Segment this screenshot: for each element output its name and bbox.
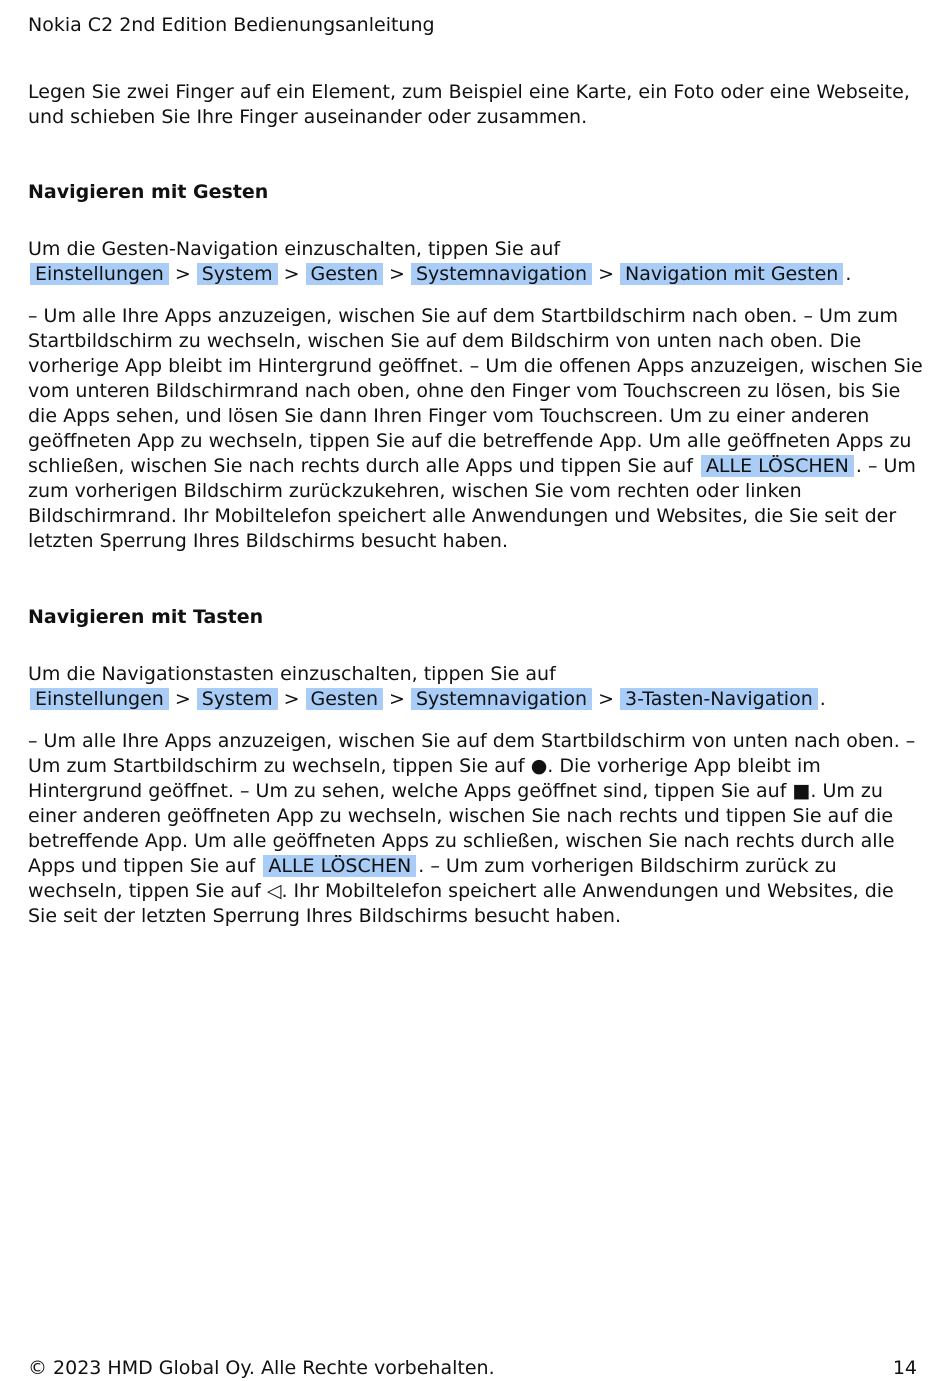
ui-label-gestures: Gesten	[306, 263, 384, 285]
ui-label-system-navigation: Systemnavigation	[411, 263, 592, 285]
gestures-instructions	[28, 304, 923, 554]
buttons-body-text: . – Um zum vorherigen Bildschirm zurück zu wechseln, tippen Sie auf	[28, 855, 837, 902]
buttons-path-intro: Um die Navigationstasten einzuschalten, tippen Sie auf	[28, 663, 556, 685]
buttons-instructions	[28, 729, 923, 929]
ui-label-system: System	[197, 688, 278, 710]
ui-label-gestures: Gesten	[306, 688, 384, 710]
path-separator: >	[174, 263, 191, 285]
path-separator: >	[389, 688, 405, 710]
ui-label-system: System	[197, 263, 278, 285]
document-body	[28, 80, 923, 980]
gestures-heading: Navigieren mit Gesten	[28, 181, 269, 203]
path-separator: >	[174, 688, 191, 710]
intro-paragraph: Legen Sie zwei Finger auf ein Element, zum Beispiel eine Karte, ein Foto oder eine Webseite, und schieben Sie Ihre Finger auseinander oder zusammen.	[28, 81, 910, 128]
path-period: .	[819, 688, 826, 710]
ui-label-gesture-navigation: Navigation mit Gesten	[620, 263, 843, 285]
gestures-settings-path	[28, 237, 923, 287]
copyright-notice: © 2023 HMD Global Oy. Alle Rechte vorbehalten.	[28, 1357, 495, 1379]
path-separator: >	[598, 688, 615, 710]
path-separator: >	[283, 263, 300, 285]
ui-label-system-navigation: Systemnavigation	[411, 688, 592, 710]
page-header-title: Nokia C2 2nd Edition Bedienungsanleitung	[28, 14, 435, 36]
ui-label-clear-all: ALLE LÖSCHEN	[701, 455, 854, 477]
gestures-body-text: . – Um zum vorherigen Bildschirm zurückzukehren, wischen Sie vom rechten oder linken Bildschirmrand. Ihr Mobiltelefon speichert alle Anwendungen und Websites, die Sie seit der letzten Sperrung Ihres Bildschirms besucht haben.	[28, 455, 916, 552]
buttons-body-text: . Um zu einer anderen geöffneten App zu wechseln, wischen Sie nach rechts und tippen Sie auf die betreffende App. Um alle geöffneten Apps zu schließen, wischen Sie nach rechts durch alle Apps und tippen Sie auf	[28, 780, 895, 877]
page-number: 14	[892, 1357, 917, 1379]
buttons-body-text: . Die vorherige App bleibt im Hintergrund geöffnet. – Um zu sehen, welche Apps geöffnet sind, tippen Sie auf	[28, 755, 821, 802]
ui-label-settings: Einstellungen	[30, 263, 169, 285]
path-separator: >	[389, 263, 405, 285]
overview-button-icon: ■	[792, 780, 811, 802]
gestures-path-intro: Um die Gesten-Navigation einzuschalten, tippen Sie auf	[28, 238, 561, 260]
buttons-body-text: . Ihr Mobiltelefon speichert alle Anwendungen und Websites, die Sie seit der letzten Sperrung Ihres Bildschirms besucht haben.	[28, 880, 894, 927]
ui-label-clear-all: ALLE LÖSCHEN	[263, 855, 416, 877]
gestures-body-text: – Um alle Ihre Apps anzuzeigen, wischen Sie auf dem Startbildschirm nach oben. – Um zum Startbildschirm zu wechseln, wischen Sie auf dem Bildschirm von unten nach oben. Die vorherige App bleibt im Hintergrund geöffnet. – Um die offenen Apps anzuzeigen, wischen Sie vom unteren Bildschirmrand nach oben, ohne den Finger vom Touchscreen zu lösen, bis Sie die Apps sehen, und lösen Sie dann Ihren Finger vom Touchscreen. Um zu einer anderen geöffneten App zu wechseln, tippen Sie auf die betreffende App. Um alle geöffneten Apps zu schließen, wischen Sie nach rechts durch alle Apps und tippen Sie auf	[28, 305, 923, 477]
path-separator: >	[598, 263, 615, 285]
page-footer	[28, 1356, 917, 1381]
home-button-icon: ●	[530, 755, 548, 777]
ui-label-settings: Einstellungen	[30, 688, 169, 710]
back-button-icon: ◁	[266, 880, 282, 902]
buttons-settings-path	[28, 662, 923, 712]
path-period: .	[845, 263, 852, 285]
ui-label-three-button-navigation: 3-Tasten-Navigation	[620, 688, 818, 710]
buttons-heading: Navigieren mit Tasten	[28, 606, 264, 628]
path-separator: >	[283, 688, 300, 710]
buttons-body-text: – Um alle Ihre Apps anzuzeigen, wischen Sie auf dem Startbildschirm von unten nach oben. – Um zum Startbildschirm zu wechseln, tippen Sie auf	[28, 730, 916, 777]
